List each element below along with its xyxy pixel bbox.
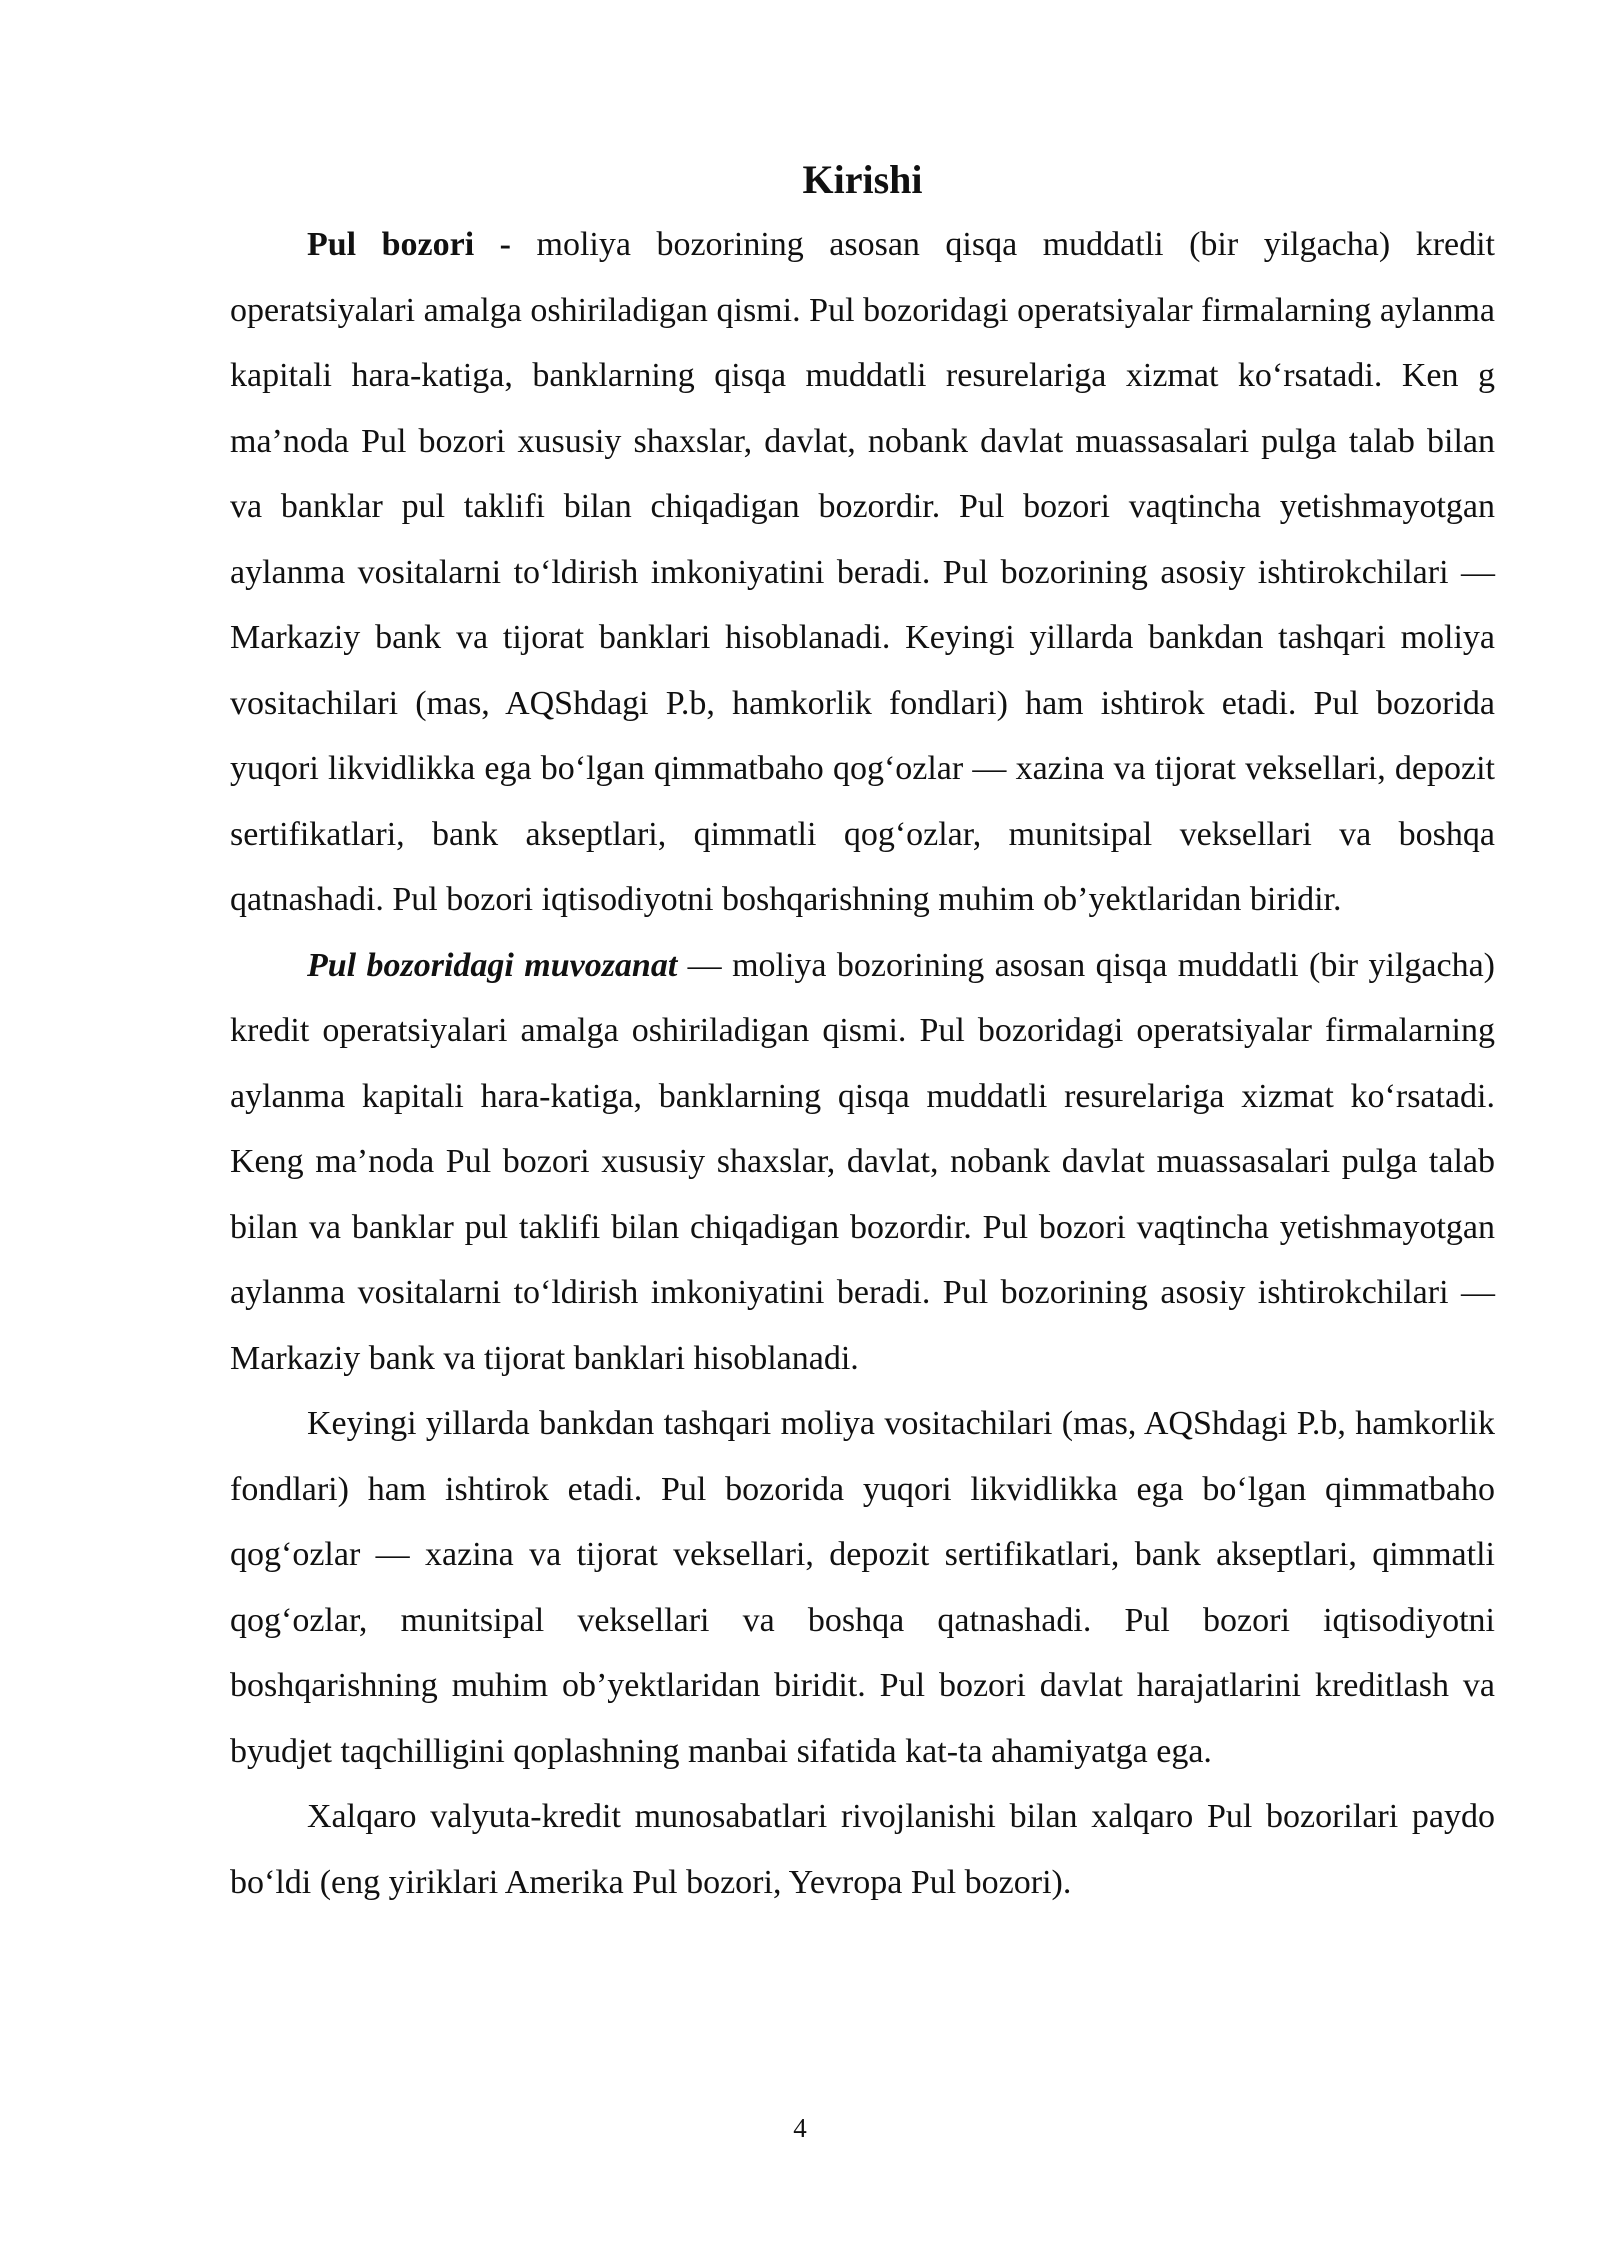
page-number: 4 — [793, 2113, 807, 2143]
paragraph-xalqaro — [230, 1784, 1495, 1915]
paragraph-body: — moliya bozorining asosan qisqa muddatli (bir yilgacha) kredit operatsiyalari amalga oshiriladigan qismi. Pul bozoridagi operatsiyalar firmalarning aylanma kapitali hara-katiga, banklarning qisqa muddatli resurelariga xizmat ko‘rsatadi. Keng ma’noda Pul bozori xususiy shaxslar, davlat, nobank davlat muassasalari pulga talab bilan va banklar pul taklifi bilan chiqadigan bozordir. Pul bozori vaqtincha yetishmayotgan aylanma vositalarni to‘ldirish imkoniyatini beradi. Pul bozorining asosiy ishtirokchilari — Markaziy bank va tijorat banklari hisoblanadi. — [230, 946, 1495, 1377]
paragraph-lead-term: Pul bozori - — [307, 226, 512, 263]
paragraph-body: moliya bozorining asosan qisqa muddatli (bir yilgacha) kredit operatsiyalari amalga oshiriladigan qismi. Pul bozoridagi operatsiyalar firmalarning aylanma kapitali hara-katiga, banklarning qisqa muddatli resurelariga xizmat ko‘rsatadi. Ken g ma’noda Pul bozori xususiy shaxslar, davlat, nobank davlat muassasalari pulga talab bilan va banklar pul taklifi bilan chiqadigan bozordir. Pul bozori vaqtincha yetishmayotgan aylanma vositalarni to‘ldirish imkoniyatini beradi. Pul bozorining asosiy ishtirokchilari — Markaziy bank va tijorat banklari hisoblanadi. Keyingi yillarda bankdan tashqari moliya vositachilari (mas, AQShdagi P.b, hamkorlik fondlari) ham ishtirok etadi. Pul bozorida yuqori likvidlikka ega bo‘lgan qimmatbaho qog‘ozlar — xazina va tijorat veksellari, depozit sertifikatlari, bank akseptlari, qimmatli qog‘ozlar, munitsipal veksellari va boshqa qatnashadi. Pul bozori iqtisodiyotni boshqarishning muhim ob’yektlaridan biridir. — [230, 226, 1495, 918]
document-page — [230, 150, 1495, 1915]
paragraph-lead-term: Pul bozoridagi muvozanat — [307, 946, 678, 984]
paragraph-keyingi-yillarda — [230, 1391, 1495, 1784]
page-title: Kirishi — [802, 157, 923, 202]
paragraph-pul-bozori — [230, 212, 1495, 933]
paragraph-muvozanat — [230, 933, 1495, 1392]
paragraph-body: Xalqaro valyuta-kredit munosabatlari rivojlanishi bilan xalqaro Pul bozorilari paydo bo‘ldi (eng yiriklari Amerika Pul bozori, Yevropa Pul bozori). — [230, 1798, 1495, 1901]
paragraph-body: Keyingi yillarda bankdan tashqari moliya vositachilari (mas, AQShdagi P.b, hamkorlik fondlari) ham ishtirok etadi. Pul bozorida yuqori likvidlikka ega bo‘lgan qimmatbaho qog‘ozlar — xazina va tijorat veksellari, depozit sertifikatlari, bank akseptlari, qimmatli qog‘ozlar, munitsipal veksellari va boshqa qatnashadi. Pul bozori iqtisodiyotni boshqarishning muhim ob’yektlaridan biridit. Pul bozori davlat harajatlarini kreditlash va byudjet taqchilligini qoplashning manbai sifatida kat-ta ahamiyatga ega. — [230, 1405, 1495, 1770]
